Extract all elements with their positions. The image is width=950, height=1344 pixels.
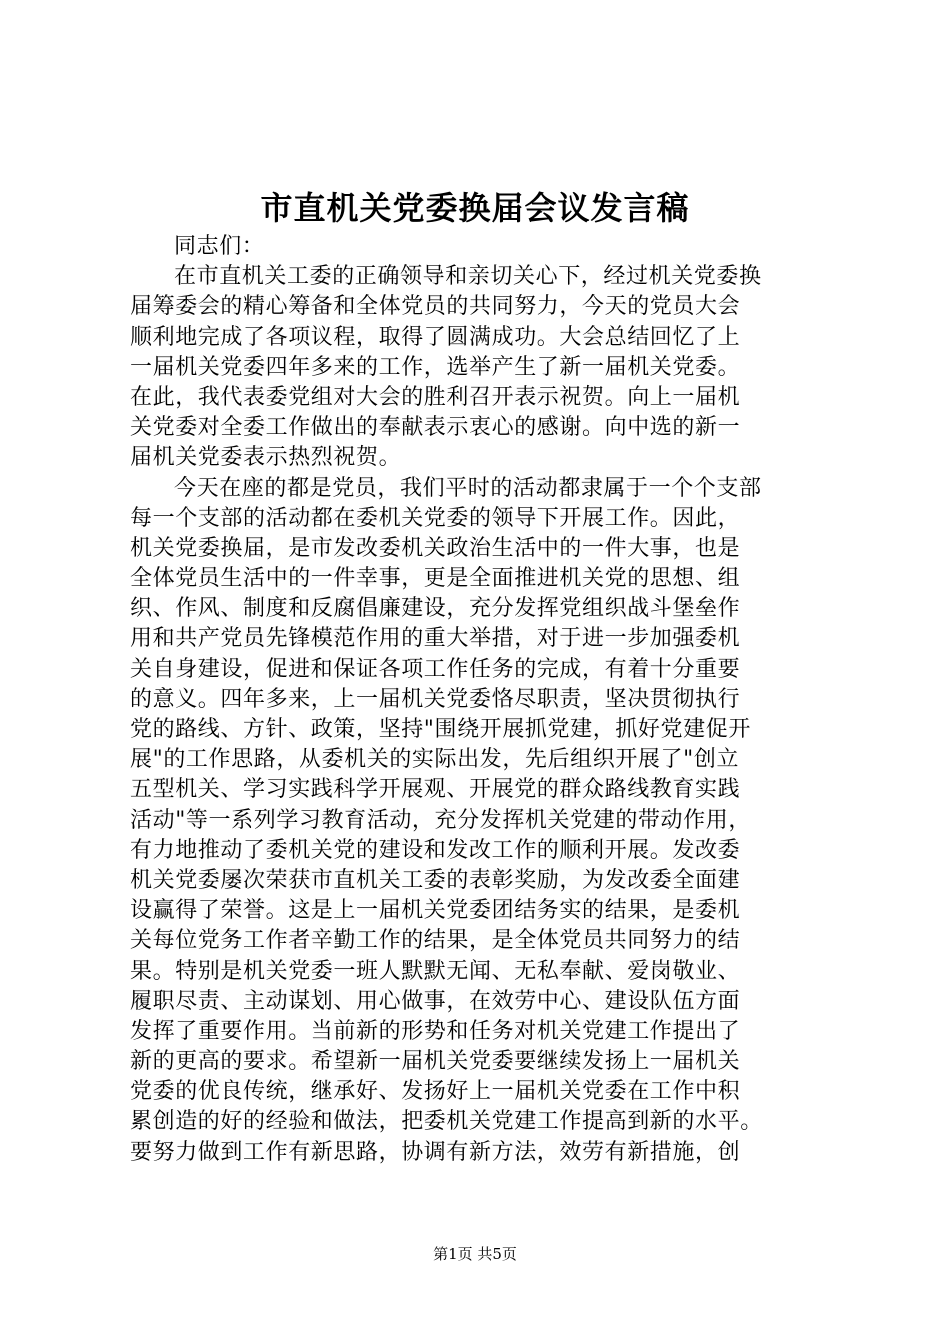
body-line: 的意义。四年多来，上一届机关党委恪尽职责，坚决贯彻执行 bbox=[130, 686, 741, 712]
body-line: 机关党委屡次荣获市直机关工委的表彰奖励，为发改委全面建 bbox=[130, 867, 741, 893]
body-line: 党的路线、方针、政策，坚持"围绕开展抓党建，抓好党建促开 bbox=[130, 717, 751, 742]
body-line: 设赢得了荣誉。这是上一届机关党委团结务实的结果，是委机 bbox=[130, 898, 741, 924]
body-line: 发挥了重要作用。当前新的形势和任务对机关党建工作提出了 bbox=[130, 1018, 741, 1044]
body-line: 在市直机关工委的正确领导和亲切关心下，经过机关党委换 bbox=[174, 264, 762, 290]
body-line: 新的更高的要求。希望新一届机关党委要继续发扬上一届机关 bbox=[130, 1049, 741, 1075]
body-line: 活动"等一系列学习教育活动，充分发挥机关党建的带动作用， bbox=[130, 807, 751, 833]
body-line: 累创造的好的经验和做法，把委机关党建工作提高到新的水平。 bbox=[130, 1109, 763, 1135]
body-line: 在此，我代表委党组对大会的胜利召开表示祝贺。向上一届机 bbox=[130, 384, 741, 410]
document-title: 市直机关党委换届会议发言稿 bbox=[260, 189, 690, 227]
body-line: 关自身建设，促进和保证各项工作任务的完成，有着十分重要 bbox=[130, 656, 741, 682]
body-line: 关党委对全委工作做出的奉献表示衷心的感谢。向中选的新一 bbox=[130, 415, 741, 441]
body-line: 届筹委会的精心筹备和全体党员的共同努力，今天的党员大会 bbox=[130, 294, 741, 320]
body-line: 同志们： bbox=[174, 234, 265, 259]
body-line: 一届机关党委四年多来的工作，选举产生了新一届机关党委。 bbox=[130, 354, 741, 380]
document-body bbox=[130, 232, 830, 1168]
page-footer: 第1页 共5页 bbox=[433, 1245, 517, 1263]
body-line: 每一个支部的活动都在委机关党委的领导下开展工作。因此， bbox=[130, 505, 741, 531]
body-line: 织、作风、制度和反腐倡廉建设，充分发挥党组织战斗堡垒作 bbox=[130, 596, 741, 622]
body-line: 全体党员生活中的一件幸事，更是全面推进机关党的思想、组 bbox=[130, 566, 741, 592]
body-line: 顺利地完成了各项议程，取得了圆满成功。大会总结回忆了上 bbox=[130, 324, 741, 350]
body-line: 履职尽责、主动谋划、用心做事，在效劳中心、建设队伍方面 bbox=[130, 988, 741, 1014]
body-line: 要努力做到工作有新思路，协调有新方法，效劳有新措施，创 bbox=[130, 1139, 741, 1165]
body-line: 果。特别是机关党委一班人默默无闻、无私奉献、爱岗敬业、 bbox=[130, 958, 741, 984]
body-line: 党委的优良传统，继承好、发扬好上一届机关党委在工作中积 bbox=[130, 1079, 741, 1105]
body-line: 五型机关、学习实践科学开展观、开展党的群众路线教育实践 bbox=[130, 777, 741, 803]
body-line: 展"的工作思路，从委机关的实际出发，先后组织开展了"创立 bbox=[130, 747, 740, 773]
body-line: 今天在座的都是党员，我们平时的活动都隶属于一个个支部 bbox=[174, 475, 762, 501]
body-line: 用和共产党员先锋模范作用的重大举措，对于进一步加强委机 bbox=[130, 626, 741, 652]
body-line: 届机关党委表示热烈祝贺。 bbox=[130, 445, 402, 471]
body-line: 有力地推动了委机关党的建设和发改工作的顺利开展。发改委 bbox=[130, 837, 741, 863]
body-line: 机关党委换届，是市发改委机关政治生活中的一件大事，也是 bbox=[130, 535, 741, 561]
body-line: 关每位党务工作者辛勤工作的结果，是全体党员共同努力的结 bbox=[130, 928, 741, 954]
